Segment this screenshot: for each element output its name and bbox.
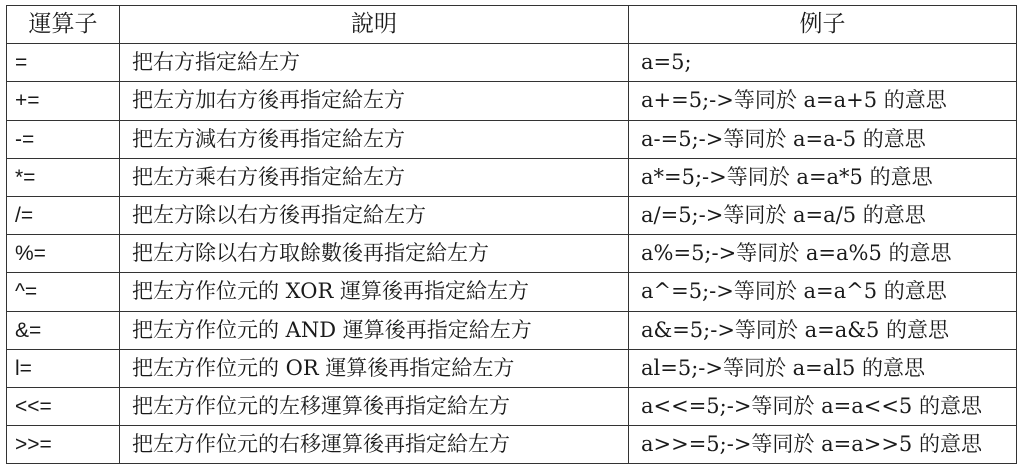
table-row bbox=[7, 120, 1017, 158]
header-description: 說明 bbox=[120, 6, 629, 44]
table-row bbox=[7, 82, 1017, 120]
example-cell: a%=5;->等同於 a=a%5 的意思 bbox=[629, 235, 1017, 273]
description-cell: 把左方作位元的左移運算後再指定給左方 bbox=[120, 387, 629, 425]
example-cell: a<<=5;->等同於 a=a<<5 的意思 bbox=[629, 387, 1017, 425]
operator-cell: -= bbox=[7, 120, 120, 158]
description-cell: 把左方加右方後再指定給左方 bbox=[120, 82, 629, 120]
example-cell: a=5; bbox=[629, 44, 1017, 82]
example-cell: al=5;->等同於 a=al5 的意思 bbox=[629, 349, 1017, 387]
table-row bbox=[7, 349, 1017, 387]
description-cell: 把左方除以右方後再指定給左方 bbox=[120, 196, 629, 234]
operator-cell: = bbox=[7, 44, 120, 82]
table-row bbox=[7, 44, 1017, 82]
example-cell: a*=5;->等同於 a=a*5 的意思 bbox=[629, 158, 1017, 196]
example-cell: a-=5;->等同於 a=a-5 的意思 bbox=[629, 120, 1017, 158]
example-cell: a^=5;->等同於 a=a^5 的意思 bbox=[629, 273, 1017, 311]
table-row bbox=[7, 426, 1017, 464]
example-cell: a>>=5;->等同於 a=a>>5 的意思 bbox=[629, 426, 1017, 464]
header-operator: 運算子 bbox=[7, 6, 120, 44]
description-cell: 把左方除以右方取餘數後再指定給左方 bbox=[120, 235, 629, 273]
example-cell: a/=5;->等同於 a=a/5 的意思 bbox=[629, 196, 1017, 234]
operator-cell: += bbox=[7, 82, 120, 120]
table-header-row bbox=[7, 6, 1017, 44]
table-row bbox=[7, 387, 1017, 425]
operator-cell: &= bbox=[7, 311, 120, 349]
description-cell: 把左方減右方後再指定給左方 bbox=[120, 120, 629, 158]
table-row bbox=[7, 311, 1017, 349]
description-cell: 把左方作位元的右移運算後再指定給左方 bbox=[120, 426, 629, 464]
example-cell: a+=5;->等同於 a=a+5 的意思 bbox=[629, 82, 1017, 120]
table-row bbox=[7, 235, 1017, 273]
operator-cell: %= bbox=[7, 235, 120, 273]
operator-cell: *= bbox=[7, 158, 120, 196]
operator-cell: ^= bbox=[7, 273, 120, 311]
table-row bbox=[7, 196, 1017, 234]
operator-cell: l= bbox=[7, 349, 120, 387]
description-cell: 把左方乘右方後再指定給左方 bbox=[120, 158, 629, 196]
operator-table bbox=[6, 5, 1017, 464]
table-row bbox=[7, 273, 1017, 311]
operator-cell: >>= bbox=[7, 426, 120, 464]
description-cell: 把左方作位元的 OR 運算後再指定給左方 bbox=[120, 349, 629, 387]
description-cell: 把左方作位元的 AND 運算後再指定給左方 bbox=[120, 311, 629, 349]
example-cell: a&=5;->等同於 a=a&5 的意思 bbox=[629, 311, 1017, 349]
operator-cell: <<= bbox=[7, 387, 120, 425]
table-row bbox=[7, 158, 1017, 196]
description-cell: 把右方指定給左方 bbox=[120, 44, 629, 82]
description-cell: 把左方作位元的 XOR 運算後再指定給左方 bbox=[120, 273, 629, 311]
header-example: 例子 bbox=[629, 6, 1017, 44]
operator-cell: /= bbox=[7, 196, 120, 234]
